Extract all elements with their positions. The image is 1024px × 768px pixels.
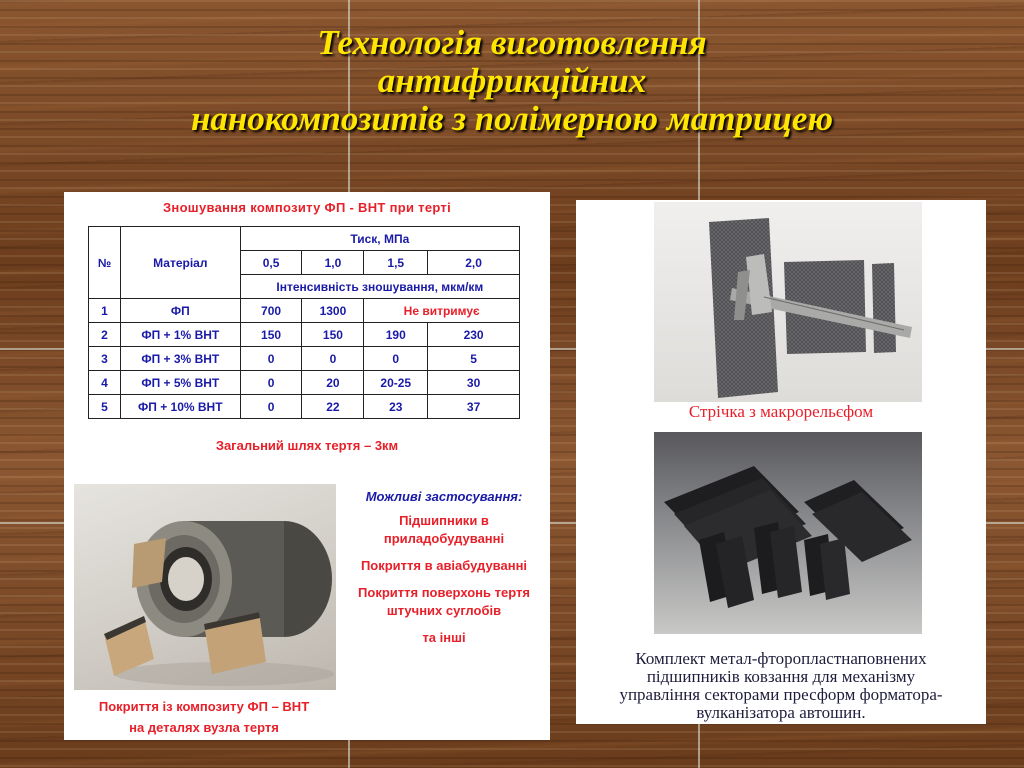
applications-heading: Можливі застосування: [365, 489, 523, 504]
row-value: 20 [302, 371, 364, 395]
row-value: 5 [428, 347, 520, 371]
kit-caption-line-4: вулканізатора автошин. [696, 703, 866, 722]
table-row [89, 371, 520, 395]
kit-photo [654, 432, 922, 634]
row-value: 37 [428, 395, 520, 419]
row-value: 30 [428, 371, 520, 395]
table-row [89, 299, 520, 323]
kit-caption-line-3: управління секторами пресформ форматора- [619, 685, 943, 704]
header-pressure-value: 1,5 [364, 251, 428, 275]
tape-illustration [654, 202, 922, 402]
title-line-3: нанокомпозитів з полімерною матрицею [190, 99, 833, 138]
kit-illustration [654, 432, 922, 634]
row-value: 700 [240, 299, 302, 323]
total-friction-path: Загальний шлях тертя – 3км [215, 438, 399, 453]
title-line-1: Технологія виготовлення [317, 23, 707, 62]
row-value: 230 [428, 323, 520, 347]
application-item: Покриття в авіабудуванні [360, 558, 528, 573]
header-material: Матеріал [120, 227, 240, 299]
row-value: 20-25 [364, 371, 428, 395]
kit-caption [576, 650, 986, 722]
bearing-caption-line-2: на деталях вузла тертя [129, 720, 279, 735]
applications-list [342, 488, 546, 656]
bearing-photo [74, 484, 336, 690]
header-pressure-value: 1,0 [302, 251, 364, 275]
row-num: 2 [89, 323, 121, 347]
header-pressure: Тиск, МПа [240, 227, 519, 251]
row-value: 22 [302, 395, 364, 419]
header-pressure-value: 0,5 [240, 251, 302, 275]
row-note: Не витримує [364, 299, 520, 323]
row-material: ФП [120, 299, 240, 323]
row-num: 4 [89, 371, 121, 395]
kit-caption-line-1: Комплект метал-фторопластнаповнених [635, 649, 927, 668]
application-item: Підшипники в приладобудуванні [383, 513, 505, 546]
row-value: 190 [364, 323, 428, 347]
wear-table [88, 226, 520, 419]
table-row [89, 323, 520, 347]
row-value: 0 [240, 347, 302, 371]
header-pressure-value: 2,0 [428, 251, 520, 275]
title-line-2: антифрикційних [377, 61, 647, 100]
slide-title [40, 24, 984, 138]
wear-table-caption: Зношування композиту ФП - ВНТ при терті [162, 200, 452, 215]
row-num: 1 [89, 299, 121, 323]
row-num: 3 [89, 347, 121, 371]
bearing-caption-line-1: Покриття із композиту ФП – ВНТ [98, 699, 310, 714]
table-row [89, 395, 520, 419]
header-intensity: Інтенсивність зношування, мкм/км [240, 275, 519, 299]
row-num: 5 [89, 395, 121, 419]
row-material: ФП + 1% ВНТ [120, 323, 240, 347]
kit-caption-line-2: підшипників ковзання для механізму [646, 667, 916, 686]
header-num: № [89, 227, 121, 299]
row-value: 23 [364, 395, 428, 419]
row-material: ФП + 3% ВНТ [120, 347, 240, 371]
bearing-illustration [74, 484, 336, 690]
tape-photo [654, 202, 922, 402]
application-item: та інші [422, 630, 466, 645]
application-item: Покриття поверхонь тертя штучних суглобів [358, 585, 530, 618]
row-value: 1300 [302, 299, 364, 323]
left-panel [64, 192, 550, 740]
right-panel [576, 200, 986, 724]
row-material: ФП + 10% ВНТ [120, 395, 240, 419]
row-value: 0 [240, 395, 302, 419]
row-value: 0 [240, 371, 302, 395]
row-value: 0 [364, 347, 428, 371]
tape-caption: Стрічка з макрорельєфом [688, 402, 874, 421]
row-value: 150 [302, 323, 364, 347]
table-row [89, 347, 520, 371]
bearing-caption [64, 696, 344, 738]
row-value: 150 [240, 323, 302, 347]
row-value: 0 [302, 347, 364, 371]
row-material: ФП + 5% ВНТ [120, 371, 240, 395]
